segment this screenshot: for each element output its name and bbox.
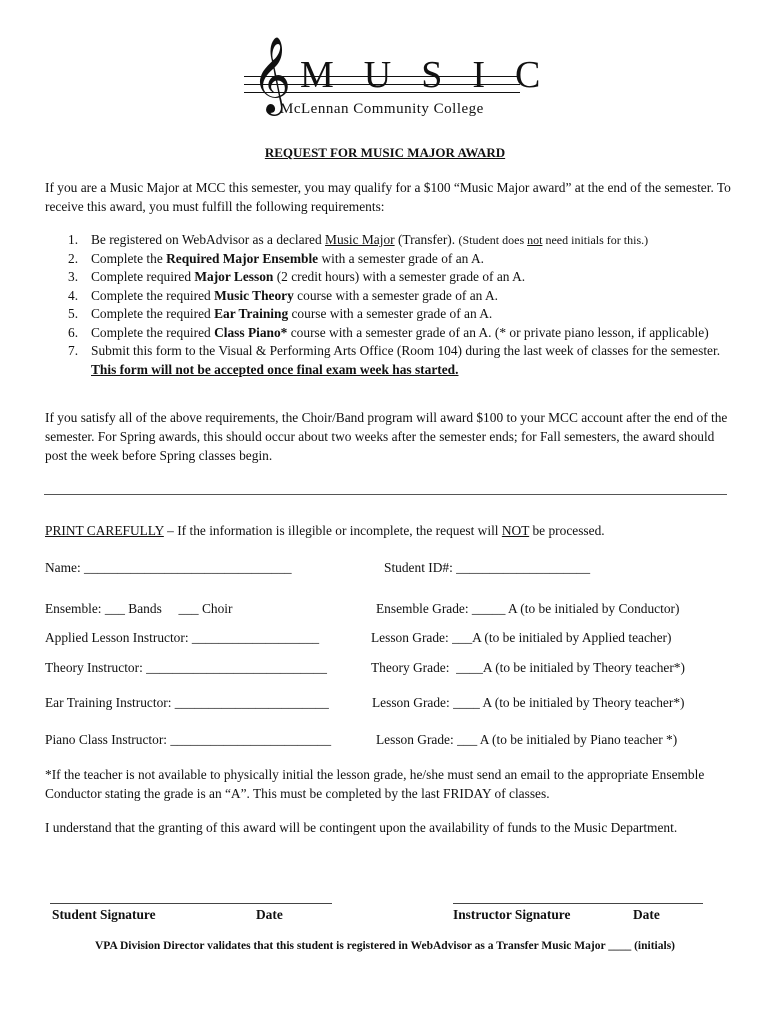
item-number: 5. (68, 306, 79, 321)
req-text: course with a semester grade of an A. (* or private piano lesson, if applicable) (287, 324, 709, 340)
intro-paragraph: If you are a Music Major at MCC this semester, you may qualify for a $100 “Music Major award” at the end of the semester. To receive this award, you must fulfill the following requirements: (45, 180, 731, 214)
satisfy-paragraph: If you satisfy all of the above requirements, the Choir/Band program will award $100 to your MCC account after the end of the semester. For Spring awards, this should occur about two weeks after the semester ends; for Fall semesters, the award should post the week before Spring classes begin. (45, 410, 728, 463)
item-number: 7. (68, 343, 79, 358)
requirement-item (60, 305, 730, 324)
req-bold: Music Theory (214, 287, 294, 303)
req-note: (Student does (458, 233, 528, 247)
req-deadline-warning: This form will not be accepted once final exam week has started. (91, 361, 459, 377)
form-title: REQUEST FOR MUSIC MAJOR AWARD (264, 145, 506, 160)
lesson-grade-field[interactable]: Lesson Grade: ___A (to be initialed by Applied teacher) (371, 630, 672, 645)
divider (44, 494, 727, 495)
instructor-signature-label: Instructor Signature (453, 907, 571, 922)
requirement-item (60, 268, 730, 287)
music-major-term: Music Major (325, 232, 395, 247)
print-notice-text: be processed. (529, 523, 605, 538)
student-signature-line[interactable] (50, 903, 332, 904)
item-number: 1. (68, 232, 79, 247)
item-number: 6. (68, 324, 79, 340)
req-bold: Ear Training (214, 306, 289, 321)
ensemble-grade-field[interactable]: Ensemble Grade: _____ A (to be initialed by Conductor) (376, 601, 680, 616)
req-note: need initials for this.) (542, 233, 649, 247)
req-text: (Transfer). (394, 232, 459, 247)
ear-training-instructor-field[interactable]: Ear Training Instructor: _______________________ (45, 695, 329, 710)
req-bold: Major Lesson (194, 269, 274, 284)
req-text: course with a semester grade of an A. (293, 287, 498, 303)
theory-grade-field[interactable]: Theory Grade: ____A (to be initialed by Theory teacher*) (371, 660, 685, 675)
req-text: Complete the (91, 250, 167, 266)
instructor-signature-line[interactable] (453, 903, 703, 904)
requirement-item (60, 287, 730, 306)
music-logo (232, 36, 571, 124)
req-text: Complete the required (91, 287, 215, 303)
req-bold: Required Major Ensemble (166, 250, 319, 266)
item-number: 3. (68, 269, 79, 284)
vpa-validation: VPA Division Director validates that this student is registered in WebAdvisor as a Transfer Music Major ____ (initials) (94, 940, 675, 952)
req-note-emphasis: not (527, 233, 543, 247)
print-notice-text: – If the information is illegible or incomplete, the request will (163, 523, 502, 538)
ensemble-field[interactable]: Ensemble: ___ Bands ___ Choir (45, 601, 233, 616)
requirements-list (60, 231, 730, 379)
req-text: (2 credit hours) with a semester grade of an A. (273, 269, 526, 284)
requirement-item (60, 250, 730, 269)
not-emphasis: NOT (501, 523, 530, 538)
requirement-item (60, 231, 730, 250)
student-id-field[interactable]: Student ID#: ____________________ (384, 560, 591, 575)
req-text: with a semester grade of an A. (318, 250, 484, 266)
req-bold: Class Piano* (214, 324, 288, 340)
applied-instructor-field[interactable]: Applied Lesson Instructor: ___________________ (45, 630, 320, 645)
theory-instructor-field[interactable]: Theory Instructor: ___________________________ (45, 660, 327, 675)
instructor-date-label: Date (633, 907, 660, 922)
item-number: 2. (68, 250, 79, 266)
piano-grade-field[interactable]: Lesson Grade: ___ A (to be initialed by Piano teacher *) (376, 732, 678, 747)
teacher-footnote: *If the teacher is not available to physically initial the lesson grade, he/she must send an email to the appropriate Ensemble Conductor stating the grade is an “A”. This must be completed by the last FRIDAY of classes. (45, 767, 705, 801)
name-field[interactable]: Name: _______________________________ (45, 560, 292, 575)
req-text: Be registered on WebAdvisor as a declared (91, 232, 326, 247)
student-date-label: Date (256, 907, 283, 922)
ear-training-grade-field[interactable]: Lesson Grade: ____ A (to be initialed by Theory teacher*) (372, 695, 685, 710)
item-number: 4. (68, 287, 79, 303)
print-notice (45, 522, 605, 540)
req-text: course with a semester grade of an A. (288, 306, 493, 321)
req-text: Complete the required (91, 306, 215, 321)
req-text: Complete required (91, 269, 195, 284)
logo-word: MUSIC (300, 54, 571, 96)
treble-clef-icon: 𝄞 (252, 36, 292, 113)
student-signature-label: Student Signature (52, 907, 156, 922)
understand-statement: I understand that the granting of this award will be contingent upon the availability of funds to the Music Department. (45, 820, 678, 835)
requirement-item (60, 342, 730, 379)
print-carefully-label: PRINT CAREFULLY (45, 523, 164, 538)
req-text: Submit this form to the Visual & Performing Arts Office (Room 104) during the last week of classes for the semester. (91, 343, 721, 358)
requirement-item (60, 324, 730, 343)
piano-instructor-field[interactable]: Piano Class Instructor: ________________________ (45, 732, 332, 747)
req-text: Complete the required (91, 324, 215, 340)
logo-subtitle: McLennan Community College (280, 101, 484, 117)
